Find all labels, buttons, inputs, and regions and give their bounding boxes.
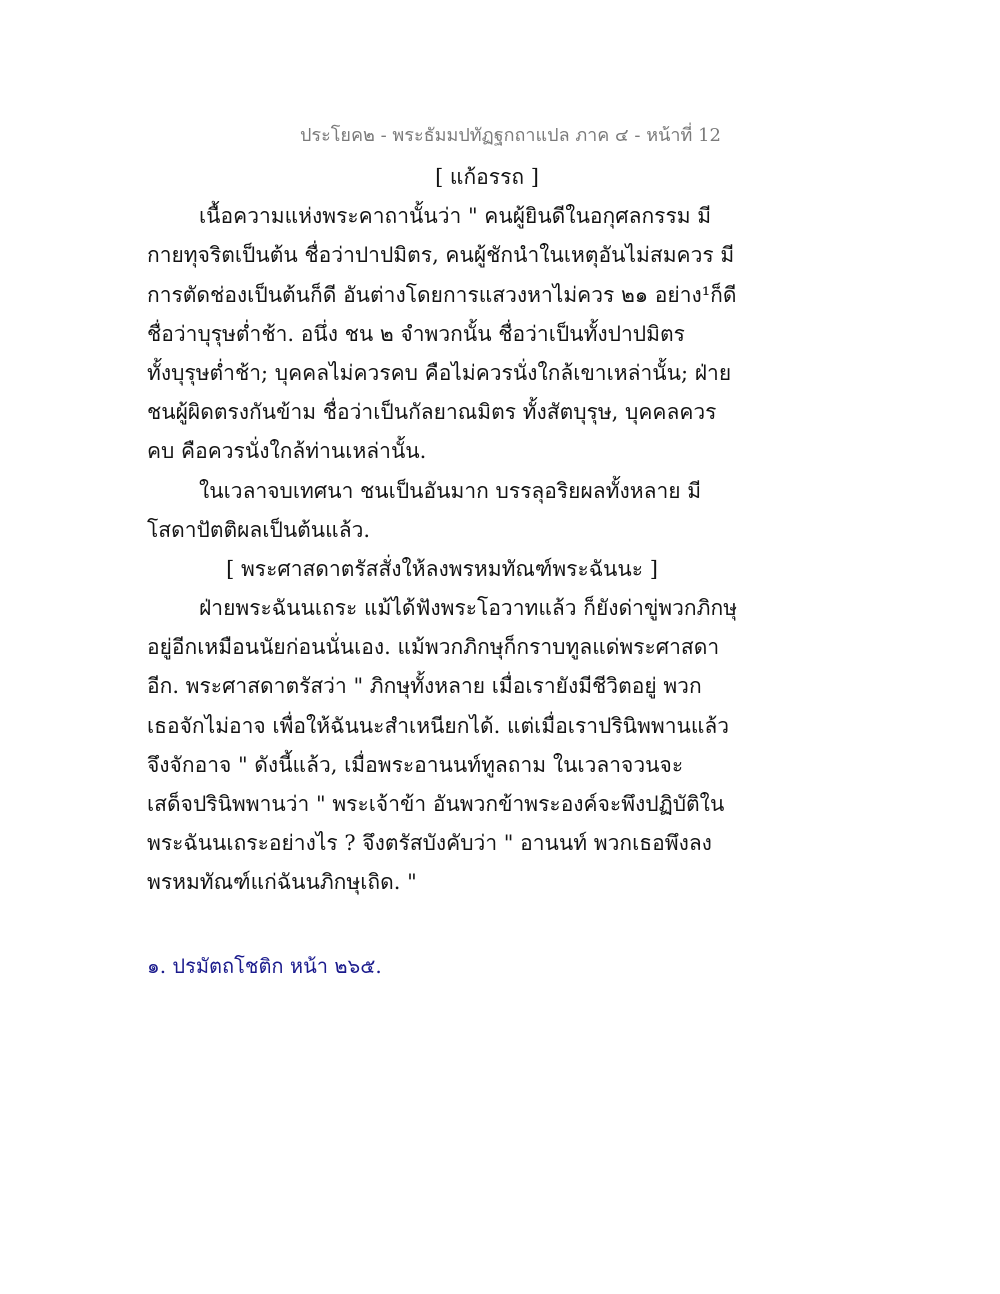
section-heading-commentary: [ แก้อรรถ ] <box>435 165 539 189</box>
paragraph-line: อยู่อีกเหมือนนัยก่อนนั่นเอง. แม้พวกภิกษุก็กราบทูลแด่พระศาสดา <box>147 635 720 660</box>
paragraph-line: เสด็จปรินิพพานว่า " พระเจ้าข้า อันพวกข้าพระองค์จะพึงปฏิบัติใน <box>147 792 725 816</box>
paragraph-line: โสดาปัตติผลเป็นต้นแล้ว. <box>147 517 371 542</box>
paragraph-line: การตัดช่องเป็นต้นก็ดี อันต่างโดยการแสวงหาไม่ควร ๒๑ อย่าง¹ก็ดี <box>147 282 737 307</box>
paragraph-line: เธอจักไม่อาจ เพื่อให้ฉันนะสำเหนียกได้. แต่เมื่อเราปรินิพพานแล้ว <box>147 713 730 738</box>
page-body <box>147 158 738 903</box>
paragraph-line: ในเวลาจบเทศนา ชนเป็นอันมาก บรรลุอริยผลทั้งหลาย มี <box>199 478 702 503</box>
paragraph-line: จึงจักอาจ " ดังนี้แล้ว, เมื่อพระอานนท์ทูลถาม ในเวลาจวนจะ <box>147 752 684 777</box>
paragraph-line: ชนผู้ผิดตรงกันข้าม ชื่อว่าเป็นกัลยาณมิตร ทั้งสัตบุรุษ, บุคคลควร <box>147 400 717 425</box>
paragraph-line: เนื้อความแห่งพระคาถานั้นว่า " คนผู้ยินดีในอกุศลกรรม มี <box>199 204 712 229</box>
paragraph-attainment <box>147 472 707 550</box>
paragraph-line: พรหมทัณฑ์แก่ฉันนภิกษุเถิด. " <box>147 870 417 895</box>
paragraph-line: อีก. พระศาสดาตรัสว่า " ภิกษุทั้งหลาย เมื่อเรายังมีชีวิตอยู่ พวก <box>147 674 702 699</box>
paragraph-line: ทั้งบุรุษต่ำช้า; บุคคลไม่ควรคบ คือไม่ควรนั่งใกล้เขาเหล่านั้น; ฝ่าย <box>147 360 732 385</box>
footnote: ๑. ปรมัตถโชติก หน้า ๒๖๕. <box>147 954 382 978</box>
paragraph-commentary <box>147 197 737 471</box>
paragraph-line: ฝ่ายพระฉันนเถระ แม้ได้ฟังพระโอวาทแล้ว ก็ยังด่าขู่พวกภิกษุ <box>199 596 738 621</box>
paragraph-channa <box>147 589 738 903</box>
paragraph-line: พระฉันนเถระอย่างไร ? จึงตรัสบังคับว่า " อานนท์ พวกเธอพึงลง <box>147 831 712 856</box>
paragraph-line: ชื่อว่าบุรุษต่ำช้า. อนึ่ง ชน ๒ จำพวกนั้น ชื่อว่าเป็นทั้งปาปมิตร <box>147 321 685 346</box>
section-heading-brahma-punishment: [ พระศาสดาตรัสสั่งให้ลงพรหมทัณฑ์พระฉันนะ ] <box>226 556 658 581</box>
paragraph-line: กายทุจริตเป็นต้น ชื่อว่าปาปมิตร, คนผู้ชักนำในเหตุอันไม่สมควร มี <box>147 243 735 268</box>
running-header: ประโยค๒ - พระธัมมปทัฏฐกถาแปล ภาค ๔ - หน้าที่ 12 <box>300 125 721 146</box>
paragraph-line: คบ คือควรนั่งใกล้ท่านเหล่านั้น. <box>147 439 427 464</box>
